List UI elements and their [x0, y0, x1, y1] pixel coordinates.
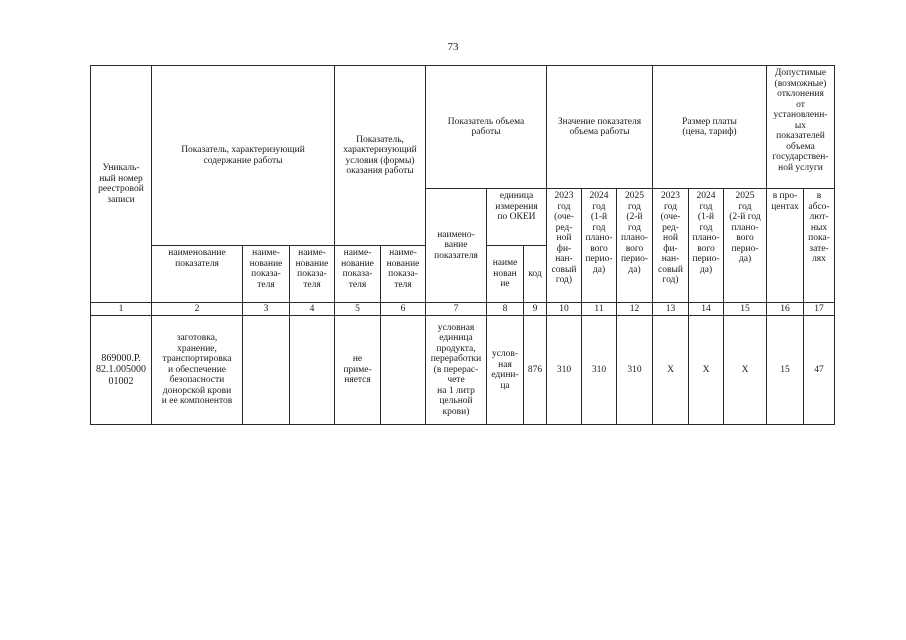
content-cell: заготовка, хранение, транспортировка и обеспечение безопасности донорской крови и ее компонентов: [152, 316, 243, 425]
header-payment-2025: 2025 год (2-й год плано- вого перио- да): [724, 189, 767, 303]
header-unique-number: Уникаль- ный номер реестровой записи: [91, 66, 152, 303]
column-number: 10: [547, 303, 582, 316]
header-payment-2023: 2023 год (оче- ред- ной фи- нан- совый год): [653, 189, 689, 303]
column-number: 17: [804, 303, 835, 316]
header-content-name-2: наиме- нование показа- теля: [243, 246, 290, 303]
column-number: 7: [426, 303, 487, 316]
conditions-cell: не приме- няется: [335, 316, 381, 425]
header-conditions-indicator: Показатель, характеризующий условия (формы) оказания работы: [335, 66, 426, 246]
header-unit-code: код: [524, 246, 547, 303]
column-number: 15: [724, 303, 767, 316]
deviation-absolute-cell: 47: [804, 316, 835, 425]
table-row: [91, 316, 835, 425]
column-number: 6: [381, 303, 426, 316]
registry-table: [90, 65, 835, 425]
header-content-indicator: Показатель, характеризующий содержание работы: [152, 66, 335, 246]
column-number: 4: [290, 303, 335, 316]
header-content-name-1: наименование показателя: [152, 246, 243, 303]
header-condition-name-2: наиме- нование показа- теля: [381, 246, 426, 303]
page-number: 73: [447, 41, 459, 53]
content-cell-4: [290, 316, 335, 425]
payment-2023-cell: Х: [653, 316, 689, 425]
payment-2025-cell: Х: [724, 316, 767, 425]
header-volume-2024: 2024 год (1-й год плано- вого перио- да): [582, 189, 617, 303]
header-condition-name-1: наиме- нование показа- теля: [335, 246, 381, 303]
header-content-name-3: наиме- нование показа- теля: [290, 246, 335, 303]
header-volume-2025: 2025 год (2-й год плано- вого перио- да): [617, 189, 653, 303]
header-deviations: Допустимые (возможные) отклонения от установленн- ых показателей объема государствен- ной услуги: [767, 66, 835, 189]
volume-name-cell: условная единица продукта, переработки (в перерас- чете на 1 литр цельной крови): [426, 316, 487, 425]
column-number: 8: [487, 303, 524, 316]
header-deviation-absolute: в абсо- лют- ных пока- зате- лях: [804, 189, 835, 303]
header-payment: Размер платы (цена, тариф): [653, 66, 767, 189]
column-number: 9: [524, 303, 547, 316]
header-payment-2024: 2024 год (1-й год плано- вого перио- да): [689, 189, 724, 303]
column-number: 5: [335, 303, 381, 316]
volume-2024-cell: 310: [582, 316, 617, 425]
unit-code-cell: 876: [524, 316, 547, 425]
column-number: 11: [582, 303, 617, 316]
column-number: 14: [689, 303, 724, 316]
conditions-cell-6: [381, 316, 426, 425]
registry-number-cell: 869000.Р. 82.1.005000 01002: [91, 316, 152, 425]
column-number: 1: [91, 303, 152, 316]
header-volume-value: Значение показателя объема работы: [547, 66, 653, 189]
header-volume-indicator: Показатель объема работы: [426, 66, 547, 189]
deviation-percent-cell: 15: [767, 316, 804, 425]
volume-2025-cell: 310: [617, 316, 653, 425]
unit-name-cell: услов- ная едини- ца: [487, 316, 524, 425]
content-cell-3: [243, 316, 290, 425]
column-number: 12: [617, 303, 653, 316]
column-number: 3: [243, 303, 290, 316]
payment-2024-cell: Х: [689, 316, 724, 425]
column-number: 13: [653, 303, 689, 316]
volume-2023-cell: 310: [547, 316, 582, 425]
header-volume-name: наимено- вание показателя: [426, 189, 487, 303]
header-unit-okei: единица измерения по ОКЕИ: [487, 189, 547, 246]
header-volume-2023: 2023 год (оче- ред- ной фи- нан- совый год): [547, 189, 582, 303]
header-unit-name: наиме нован ие: [487, 246, 524, 303]
column-number: 2: [152, 303, 243, 316]
column-number: 16: [767, 303, 804, 316]
column-numbers-row: [91, 303, 835, 316]
header-deviation-percent: в про- центах: [767, 189, 804, 303]
